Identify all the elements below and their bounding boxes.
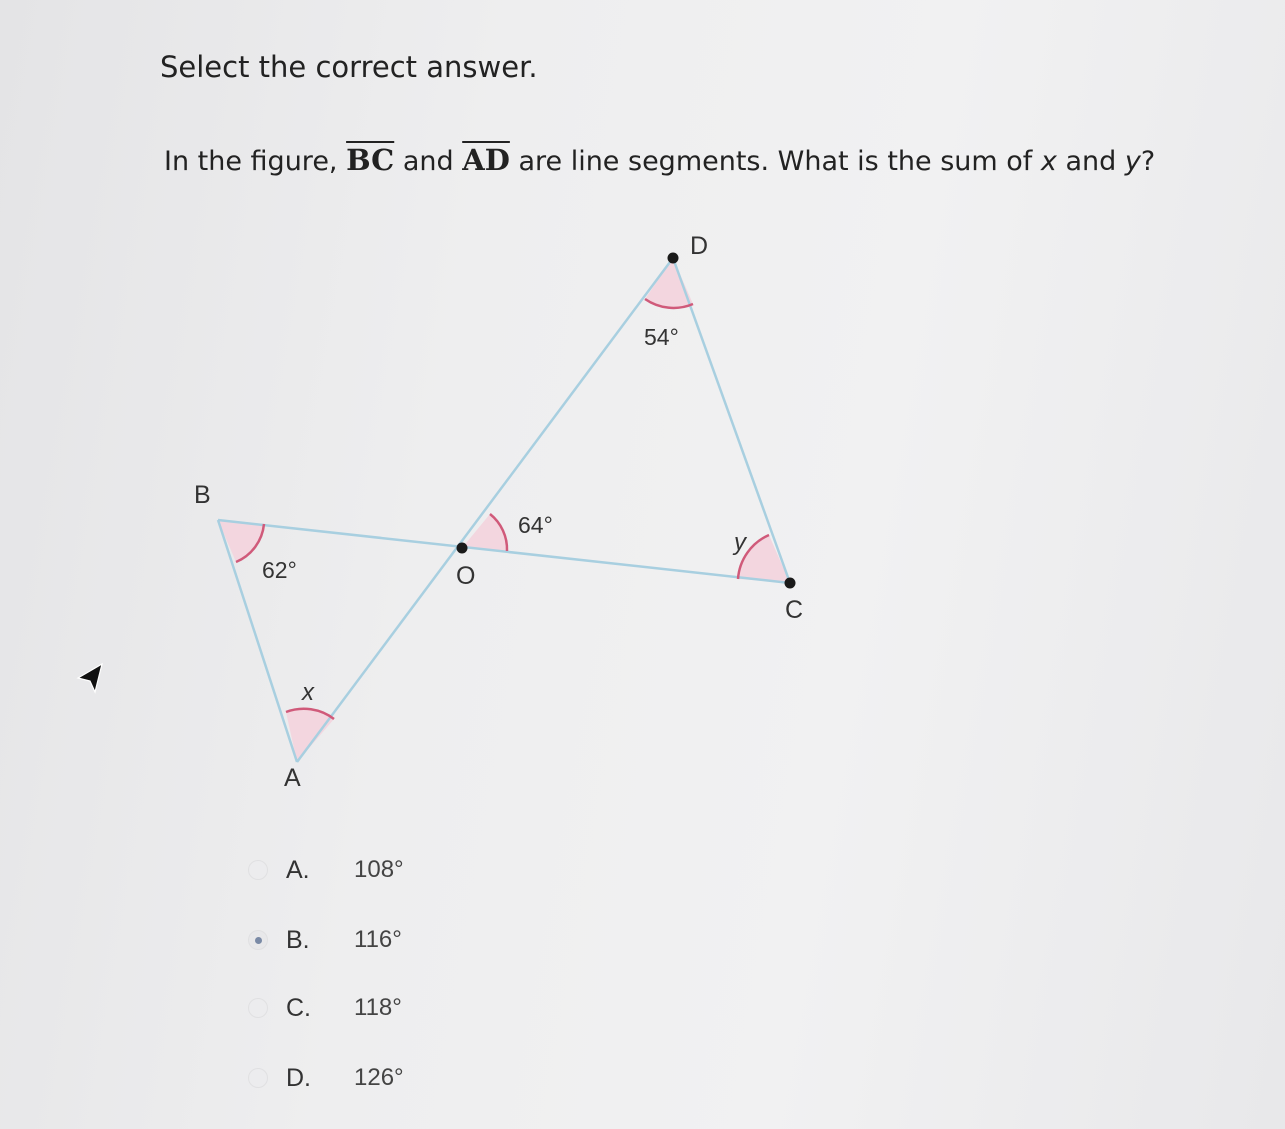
choice-d[interactable] [248, 1058, 448, 1098]
question-and2: and [1056, 146, 1125, 177]
choice-d-letter: D. [286, 1064, 311, 1092]
angle-d-label: 54° [644, 324, 679, 350]
angle-d-fill [645, 258, 693, 308]
choice-b-radio[interactable] [248, 930, 268, 950]
point-b-label: B [194, 481, 211, 509]
choice-d-value: 126° [354, 1064, 404, 1091]
segment-ad [297, 258, 673, 762]
question-prefix: In the figure, [164, 146, 347, 177]
question-middle: are line segments. What is the sum of [509, 146, 1041, 177]
angle-a-var-x: x [302, 679, 314, 706]
segment-ad-label: $\overline{AD}$ [462, 143, 510, 177]
choice-a-letter: A. [286, 856, 310, 884]
point-c-label: C [785, 596, 804, 624]
question-var-x: x [1040, 146, 1057, 177]
choice-a[interactable] [248, 850, 448, 890]
point-a-label: A [284, 764, 301, 792]
choice-b[interactable] [248, 920, 448, 960]
question-suffix: ? [1140, 146, 1156, 177]
choice-a-value: 108° [354, 856, 404, 883]
segment-dc [673, 258, 790, 583]
choice-c[interactable] [248, 988, 448, 1028]
point-c-dot [785, 578, 796, 589]
question-var-y: y [1124, 146, 1141, 177]
segment-bc-label: $\overline{BC}$ [346, 143, 395, 177]
segment-bc [218, 520, 790, 583]
point-d-label: D [690, 232, 709, 260]
choice-a-radio[interactable] [248, 860, 268, 880]
choice-c-letter: C. [286, 994, 311, 1022]
angle-o-label: 64° [518, 512, 553, 538]
arrow-cursor-icon [76, 662, 106, 696]
point-d-dot [668, 253, 679, 264]
choice-c-radio[interactable] [248, 998, 268, 1018]
instruction-text: Select the correct answer. [160, 50, 538, 84]
angle-c-var-y: y [734, 529, 746, 556]
angle-b-label: 62° [262, 557, 297, 583]
point-o-label: O [456, 562, 476, 590]
choice-b-letter: B. [286, 926, 310, 954]
choice-d-radio[interactable] [248, 1068, 268, 1088]
choice-c-value: 118° [354, 994, 402, 1021]
point-o-dot [457, 543, 468, 554]
choice-b-value: 116° [354, 926, 402, 953]
question-and: and [394, 146, 463, 177]
